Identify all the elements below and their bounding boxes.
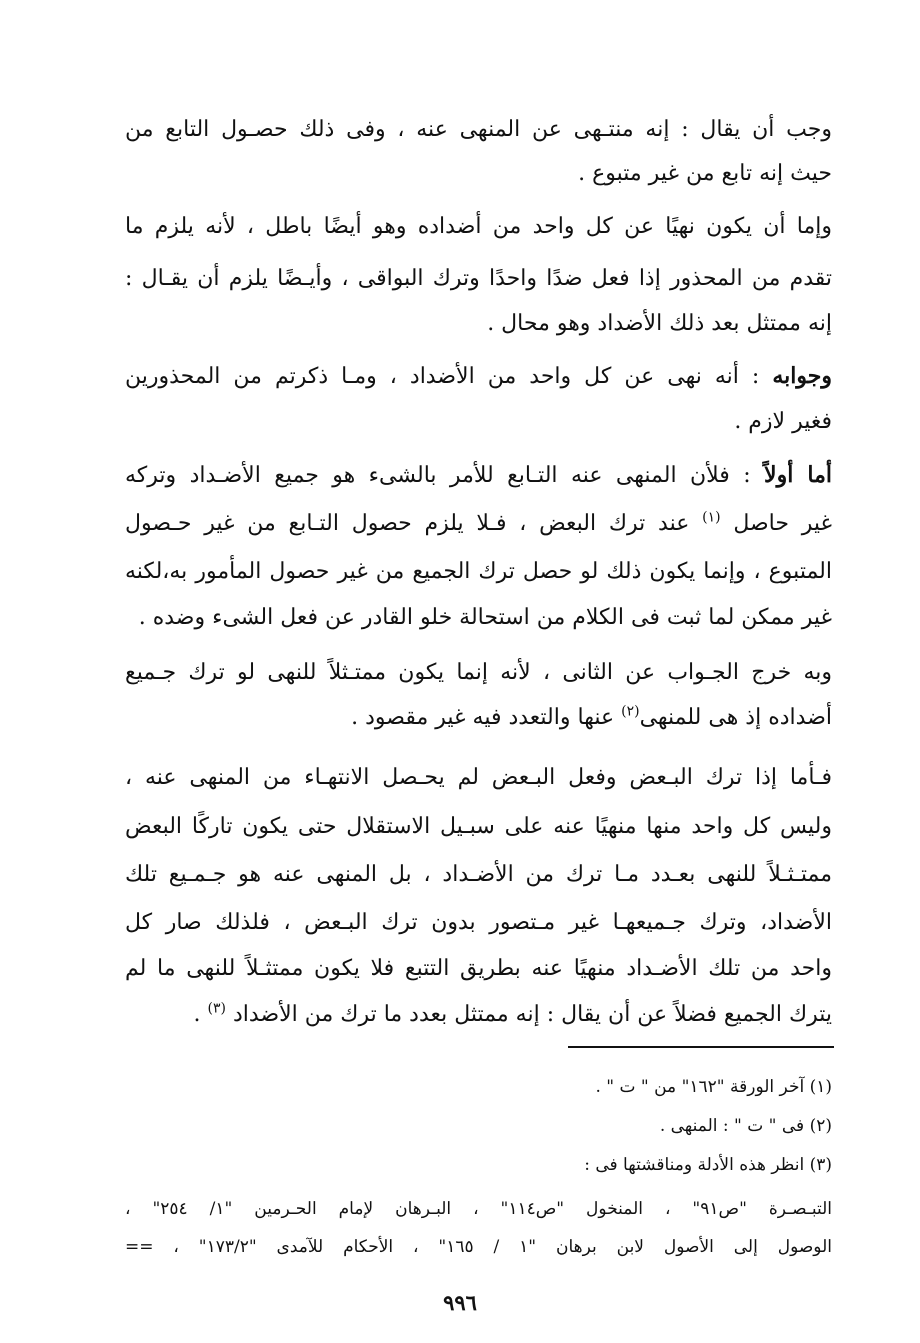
footnote-3: (٣) انظر هذه الأدلة ومناقشتها فى : (584, 1155, 832, 1175)
paragraph-5-line-2-end: عنها والتعدد فيه غير مقصود . (351, 705, 622, 730)
paragraph-4-line-2-end: عند ترك البعض ، فـلا يلزم حصول التـابع من غير حـصول (125, 511, 703, 536)
paragraph-2-line-3: إنه ممتثل بعد ذلك الأضداد وهو محال . (487, 311, 832, 336)
paragraph-6-line-4: الأضداد، وترك جـميعهـا غير مـتصور بدون ترك البـعض ، فلذلك صار كل (125, 910, 832, 935)
paragraph-4-line-1-text: : فلأن المنهى عنه التـابع للأمر بالشىء هو جميع الأضـداد وتركه (125, 463, 765, 488)
paragraph-3-line-2: فغير لازم . (734, 409, 832, 434)
footnote-ref-1: (١) (702, 509, 721, 526)
paragraph-1-line-2: حيث إنه تابع من غير متبوع . (578, 161, 832, 186)
footnote-separator (568, 1046, 834, 1048)
paragraph-6-line-1: فـأما إذا ترك البـعض وفعل البـعض لم يحـصل الانتهـاء من المنهى عنه ، (125, 765, 832, 790)
paragraph-1-line-1: وجب أن يقال : إنه منتـهى عن المنهى عنه ، وفى ذلك حصـول التابع من (125, 117, 832, 142)
paragraph-4-line-3: المتبوع ، وإنما يكون ذلك لو حصل ترك الجميع من غير حصول المأمور به،لكنه (125, 559, 832, 584)
paragraph-4-line-4: غير ممكن لما ثبت فى الكلام من استحالة خلو القادر عن فعل الشىء وضده . (138, 605, 832, 630)
paragraph-6-line-6-start: يترك الجميع فضلاً عن أن يقال : إنه ممتثل بعدد ما ترك من الأضداد (226, 1002, 832, 1027)
footnote-3-sources-line-2: الوصول إلى الأصول لابن برهان "١ / ١٦٥" ، الأحكام للآمدى "١٧٣/٢" ، == (125, 1237, 832, 1257)
paragraph-6-line-3: ممتـثـلاً للنهى بعـدد مـا ترك من الأضـداد ، بل المنهى عنه هو جـمـيع تلك (125, 862, 832, 887)
paragraph-5-line-2-start: أضداده إذ هى للمنهى (639, 705, 832, 730)
paragraph-4-line-1 (125, 460, 832, 490)
paragraph-6-line-6 (125, 1000, 832, 1030)
paragraph-5-line-2 (125, 703, 832, 733)
first-point-lead: أما أولاً (764, 462, 832, 488)
paragraph-4-line-2-start: غير حاصل (720, 511, 832, 536)
paragraph-2-line-1: وإما أن يكون نهيًا عن كل واحد من أضداده وهو أيضًا باطل ، لأنه يلزم ما (125, 214, 833, 239)
paragraph-2-line-2: تقدم من المحذور إذا فعل ضدًا واحدًا وترك البواقى ، وأيـضًا يلزم أن يقـال : (125, 266, 832, 291)
paragraph-3-line-1-text: : أنه نهى عن كل واحد من الأضداد ، ومـا ذكرتم من المحذورين (125, 364, 773, 389)
paragraph-6-line-2: وليس كل واحد منها منهيًا عنه على سبـيل الاستقلال حتى يكون تاركًا البعض (125, 814, 832, 839)
footnote-ref-2: (٢) (621, 703, 640, 720)
paragraph-5-line-1: وبه خرج الجـواب عن الثانى ، لأنه إنما يكون ممتـثلاً للنهى لو ترك جـميع (125, 660, 832, 685)
paragraph-6-line-5: واحد من تلك الأضـداد منهيًا عنه بطريق التتبع فلا يكون ممتثـلاً للنهى ما لم (125, 956, 832, 981)
footnote-3-sources-line-1: التبـصـرة "ص٩١" ، المنخول "ص١١٤" ، البـرهان لإمام الحـرمين "١/ ٢٥٤" ، (125, 1199, 832, 1219)
paragraph-3-line-1 (125, 361, 832, 391)
footnote-2: (٢) فى " ت " : المنهى . (659, 1116, 832, 1136)
paragraph-4-line-2 (125, 509, 832, 539)
footnote-ref-3: (٣) (207, 1000, 226, 1017)
page-number: ٩٩٦ (443, 1290, 477, 1315)
footnote-1: (١) آخر الورقة "١٦٢" من " ت " . (595, 1077, 832, 1097)
answer-lead-word: وجوابه (772, 363, 832, 389)
paragraph-6-line-6-end: . (193, 1002, 208, 1027)
